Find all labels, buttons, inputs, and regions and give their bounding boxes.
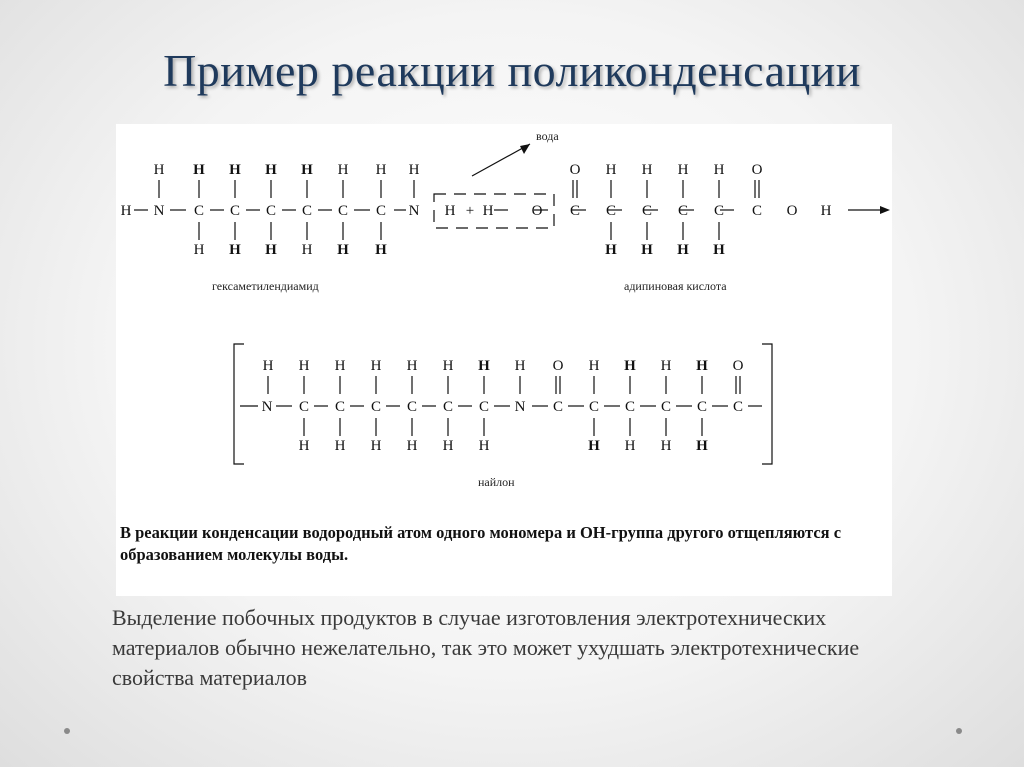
atom: H <box>337 162 349 178</box>
atom: C <box>713 203 725 219</box>
reaction-figure <box>116 124 892 596</box>
atom: N <box>153 203 165 219</box>
nylon-label: найлон <box>478 475 515 489</box>
atom: H <box>478 358 490 374</box>
atom: C <box>605 203 617 219</box>
atom: H <box>406 358 418 374</box>
atom: N <box>514 399 526 415</box>
hexamethylenediamine-label: гексаметилендиамид <box>212 279 319 293</box>
atom: C <box>229 203 241 219</box>
water-label: вода <box>536 129 559 143</box>
atom: C <box>370 399 382 415</box>
atom: C <box>298 399 310 415</box>
atom: H <box>408 162 420 178</box>
atom: O <box>732 358 744 374</box>
atom: H <box>265 162 277 178</box>
atom: H <box>298 438 310 454</box>
adipic-acid-label: адипиновая кислота <box>624 279 727 293</box>
atom: H <box>375 242 387 258</box>
atom: H <box>337 242 349 258</box>
nylon-bonds <box>234 344 772 464</box>
atom: H <box>193 162 205 178</box>
atom: H <box>820 203 832 219</box>
atom: O <box>531 203 543 219</box>
atom: H <box>478 438 490 454</box>
atom: H <box>641 162 653 178</box>
atom: H <box>301 242 313 258</box>
atom: C <box>624 399 636 415</box>
atom: H <box>193 242 205 258</box>
atom: H <box>660 438 672 454</box>
atom: H <box>677 162 689 178</box>
atom: C <box>337 203 349 219</box>
slide-title: Пример реакции поликонденсации <box>163 45 861 96</box>
atom: H <box>713 162 725 178</box>
body-paragraph: Выделение побочных продуктов в случае изготовления электротехнических материалов обычно нежелательно, так это может ухудшать электротехнические свойства материалов <box>112 605 860 690</box>
atom: C <box>641 203 653 219</box>
atom: C <box>375 203 387 219</box>
atom: C <box>406 399 418 415</box>
atom: C <box>193 203 205 219</box>
atom: H <box>375 162 387 178</box>
atom: C <box>478 399 490 415</box>
atom: H <box>696 438 708 454</box>
atom: N <box>261 399 273 415</box>
atom: N <box>408 203 420 219</box>
atom: H <box>641 242 653 258</box>
atom: C <box>696 399 708 415</box>
atom: H <box>265 242 277 258</box>
atom: C <box>301 203 313 219</box>
atom: H <box>677 242 689 258</box>
reaction-bonds <box>134 144 890 240</box>
atom: H <box>370 358 382 374</box>
atom: H <box>298 358 310 374</box>
atom: H <box>120 203 132 219</box>
atom: H <box>713 242 725 258</box>
atom: H <box>605 242 617 258</box>
atom: H <box>660 358 672 374</box>
atom: O <box>569 162 581 178</box>
atom: H <box>442 358 454 374</box>
atom: H <box>588 438 600 454</box>
decorative-dot <box>64 728 70 734</box>
atom: O <box>751 162 763 178</box>
atom: C <box>732 399 744 415</box>
atom: H <box>444 203 456 219</box>
atom: H <box>229 162 241 178</box>
atom: H <box>482 203 494 219</box>
atom: C <box>334 399 346 415</box>
atom: H <box>406 438 418 454</box>
atom: H <box>262 358 274 374</box>
atom: C <box>751 203 763 219</box>
atom: H <box>301 162 313 178</box>
atom: H <box>696 358 708 374</box>
atom: C <box>442 399 454 415</box>
figure-caption: В реакции конденсации водородный атом одного мономера и ОН-группа другого отщепляются с образованием молекулы воды. <box>120 523 842 564</box>
atom: O <box>786 203 798 219</box>
atom: H <box>153 162 165 178</box>
atom: H <box>624 358 636 374</box>
atom: O <box>552 358 564 374</box>
atom: C <box>660 399 672 415</box>
atom: H <box>334 438 346 454</box>
atom: H <box>624 438 636 454</box>
atom: C <box>588 399 600 415</box>
atom: C <box>677 203 689 219</box>
atom: H <box>605 162 617 178</box>
atom: H <box>588 358 600 374</box>
atom: H <box>514 358 526 374</box>
atom: C <box>552 399 564 415</box>
atom: H <box>442 438 454 454</box>
atom: C <box>569 203 581 219</box>
atom: H <box>334 358 346 374</box>
atom: H <box>370 438 382 454</box>
atom: H <box>229 242 241 258</box>
plus-sign: + <box>465 203 475 219</box>
decorative-dot <box>956 728 962 734</box>
atom: C <box>265 203 277 219</box>
